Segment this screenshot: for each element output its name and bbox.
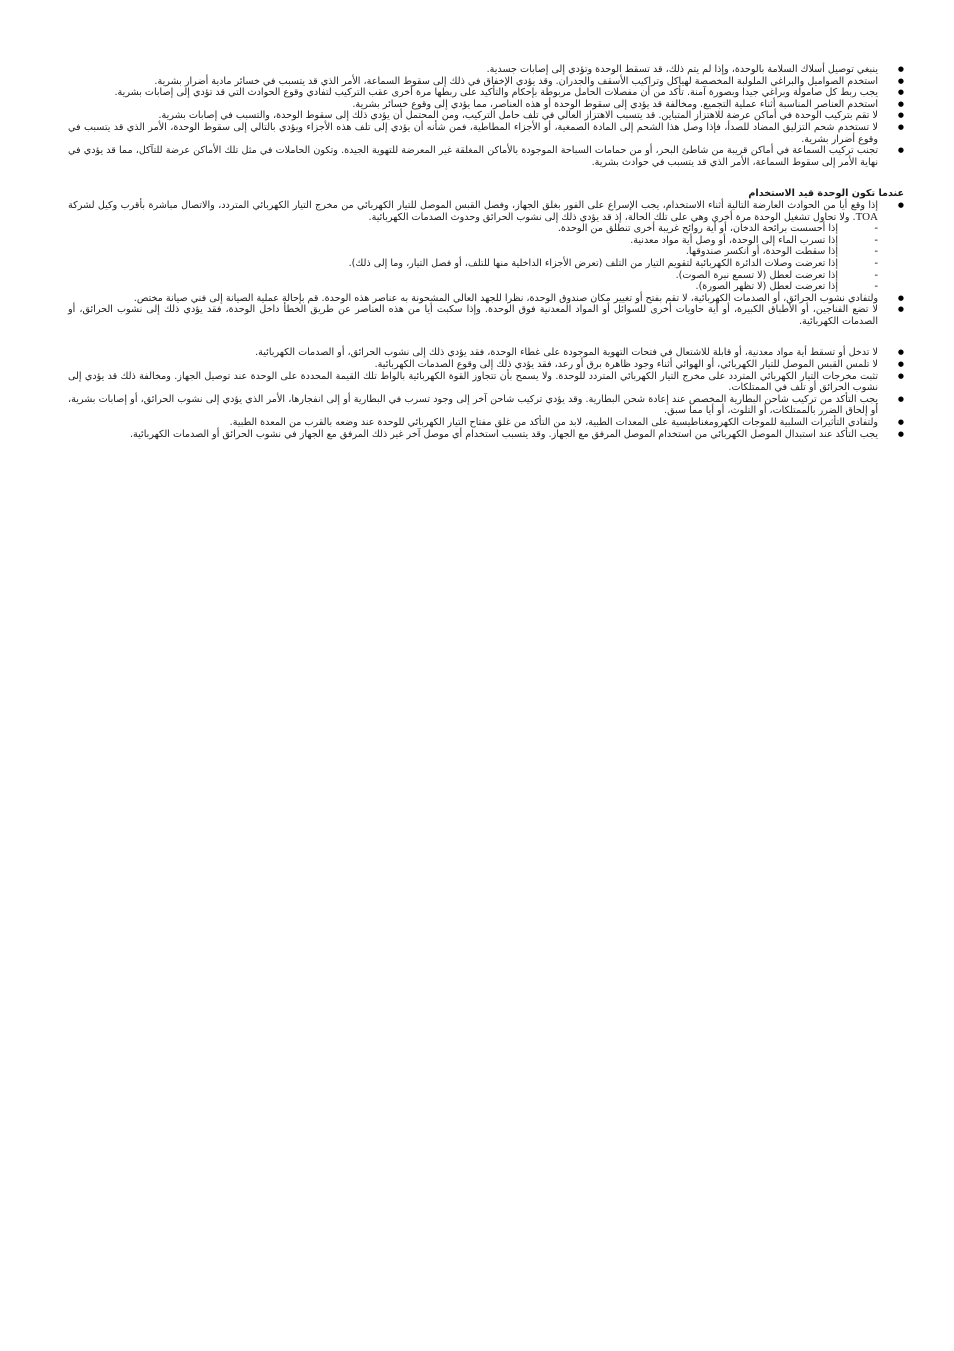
sub-list-item: - إذا تعرضت لعطل (لا تسمع نبرة الصوت). (68, 270, 838, 282)
general-warnings-list (68, 347, 904, 440)
list-item: ● ولتفادي نشوب الحرائق، أو الصدمات الكهربائية، لا تقم بفتح أو تغيير مكان صندوق الوحدة، نظرا للجهد العالي المشحونة به عناصر هذه الوحدة. قم بإحالة عملية الصيانة إلى فني صيانة مختص. (68, 293, 878, 305)
sub-list-item: - إذا أحسست برائحة الدخان، أو أية روائح غريبة أخرى تنطلق من الوحدة. (68, 223, 838, 235)
sub-list-item: - إذا سقطت الوحدة، أو انكسر صندوقها. (68, 246, 838, 258)
list-item-text: إذا وقع أيا من الحوادث العارضة التالية أثناء الاستخدام، يجب الإسراع على الفور بغلق الجهاز، وفصل القبس الموصل للتيار الكهربائي من مخرج التيار الكهربائي المتردد، والاتصال مباشرة بأقرب وكيل لشركة (68, 199, 878, 211)
brand-name: TOA (855, 210, 878, 223)
list-item: ● ينبغي توصيل أسلاك السلامة بالوحدة، وإذا لم يتم ذلك، قد تسقط الوحدة وتؤدي إلى إصابات جسدية. (68, 64, 878, 76)
list-item: ● لا تدخل أو تسقط أية مواد معدنية، أو قابلة للاشتعال في فتحات التهوية الموجودة على غطاء الوحدة، فقد يؤدي ذلك إلى نشوب الحرائق، أو الصدمات الكهربائية. (68, 347, 878, 359)
list-item-text: . ولا تحاول تشغيل الوحدة مرة أخرى وهي على تلك الحالة، إذ قد يؤدي ذلك إلى نشوب الحرائق وحدوث الصدمات الكهربائية. (368, 211, 856, 223)
list-item: ● لا تقم بتركيب الوحدة في أماكن عرضة للاهتزاز المتباين. قد يتسبب الاهتزاز العالي في تلف حامل التركيب، ومن المحتمل أن يؤدي ذلك إلى سقوط الوحدة، والتسبب في إصابات بشرية. (68, 110, 878, 122)
list-item: ● يجب ربط كل صامولة وبراغي جيدا وبصورة آمنة. تأكد من أن مفصلات الحامل مربوطة بإحكام والتأكيد على ربطها مرة أخرى عقب التركيب لتفادي وقوع الحوادث التي قد تؤدي إلى إصابات بشرية. (68, 87, 878, 99)
list-item: ● استخدم العناصر المناسبة أثناء عملية التجميع. ومخالفة قد يؤدي إلى سقوط الوحدة أو هذه العناصر، مما يؤدي إلى وقوع خسائر بشرية. (68, 99, 878, 111)
list-item: ● ولتفادي التأثيرات السلبية للموجات الكهرومغناطيسية على المعدات الطبية، لابد من التأكد من غلق مفتاح التيار الكهربائي للوحدة عند وضعه بالقرب من المعدة الطبية. (68, 417, 878, 429)
list-item: ● تثبت مخرجات التيار الكهربائي المتردد على مخرج التيار الكهربائي المتردد للوحدة. ولا يسمح بأن تتجاوز القوة الكهربائية بالواط تلك القيمة المحددة على الوحدة عند توصيل الجهاز. ومخالفة ذلك قد يؤدي إلى نشوب الحرائق أو تلف في الممتلكات. (68, 371, 878, 394)
installation-warnings-list (68, 64, 904, 168)
list-item: ● لا تضع الفناجين، أو الأطباق الكبيرة، أو أية حاويات أخرى للسوائل أو المواد المعدنية فوق الوحدة. وإذا سكبت أيا من هذه العناصر عن طريق الخطأ داخل الوحدة، فقد يؤدي ذلك إلى نشوب الحرائق، أو الصدمات الكهربائية. (68, 304, 878, 327)
spacer (68, 327, 904, 347)
sub-list-item: - إذا تعرضت لعطل (لا تظهر الصورة). (68, 281, 838, 293)
list-item: ● تجنب تركيب السماعة في أماكن قريبة من شاطئ البحر، أو من حمامات السباحة الموجودة بالأماكن المغلقة غير المعرضة للتهوية الجيدة. وتكون الحاملات في مثل تلك الأماكن عرضة للتآكل، مما قد يؤدي في نهاية الأمر إلى سقوط السماعة، الأمر الذي قد يتسبب في حوادث بشرية. (68, 145, 878, 168)
list-item: ● يجب التأكد عند استبدال الموصل الكهربائي من استخدام الموصل المرفق مع الجهاز. وقد يتسبب استخدام أي موصل آخر غير ذلك المرفق مع الجهاز في نشوب الحرائق أو الصدمات الكهربائية. (68, 429, 878, 441)
list-item: ● لا تستخدم شحم التزليق المضاد للصدأ، فإذا وصل هذا الشحم إلى المادة الصمغية، أو الأجزاء المطاطية، فمن شأنه أن يؤدي إلى تلف هذه الأجزاء ويؤدي بالتالي إلى سقوط الوحدة، الأمر الذي قد يتسبب في وقوع أضرار بشرية. (68, 122, 878, 145)
incident-sublist (68, 223, 878, 293)
usage-warnings-list (68, 200, 904, 328)
spacer (68, 168, 904, 188)
list-item (68, 200, 878, 293)
section-heading: عندما تكون الوحدة قيد الاستخدام (748, 188, 904, 200)
sub-list-item: - إذا تسرب الماء إلى الوحدة، أو وصل أية مواد معدنية. (68, 235, 838, 247)
sub-list-item: - إذا تعرضت وصلات الدائرة الكهربائية لتقويم التيار من التلف (تعرض الأجزاء الداخلية منها للتلف، أو فصل التيار، وما إلى ذلك). (68, 258, 838, 270)
list-item: ● لا تلمس القبس الموصل للتيار الكهربائي، أو الهوائي أثناء وجود ظاهرة برق أو رعد، فقد يؤدي ذلك إلى وقوع الصدمات الكهربائية. (68, 359, 878, 371)
list-item: ● استخدم الصواميل والبراغي الملولبة المخصصة لهياكل وتراكيب الأسقف والجدران. وقد يؤدي الإخفاق في ذلك إلى سقوط السماعة، الأمر الذي قد يتسبب في خسائر مادية أضرار بشرية. (68, 76, 878, 88)
list-item: ● يجب التأكد من تركيب شاحن البطارية المخصص عند إعادة شحن البطارية. وقد يؤدي تركيب شاحن آخر إلى وجود تسرب في البطارية أو إلى انفجارها، الأمر الذي يؤدي إلى نشوب الحرائق، أو إصابات بشرية، أو إلحاق الضرر بالممتلكات، أو التلوث، أو أيا مما سبق. (68, 394, 878, 417)
document-page (68, 64, 904, 440)
